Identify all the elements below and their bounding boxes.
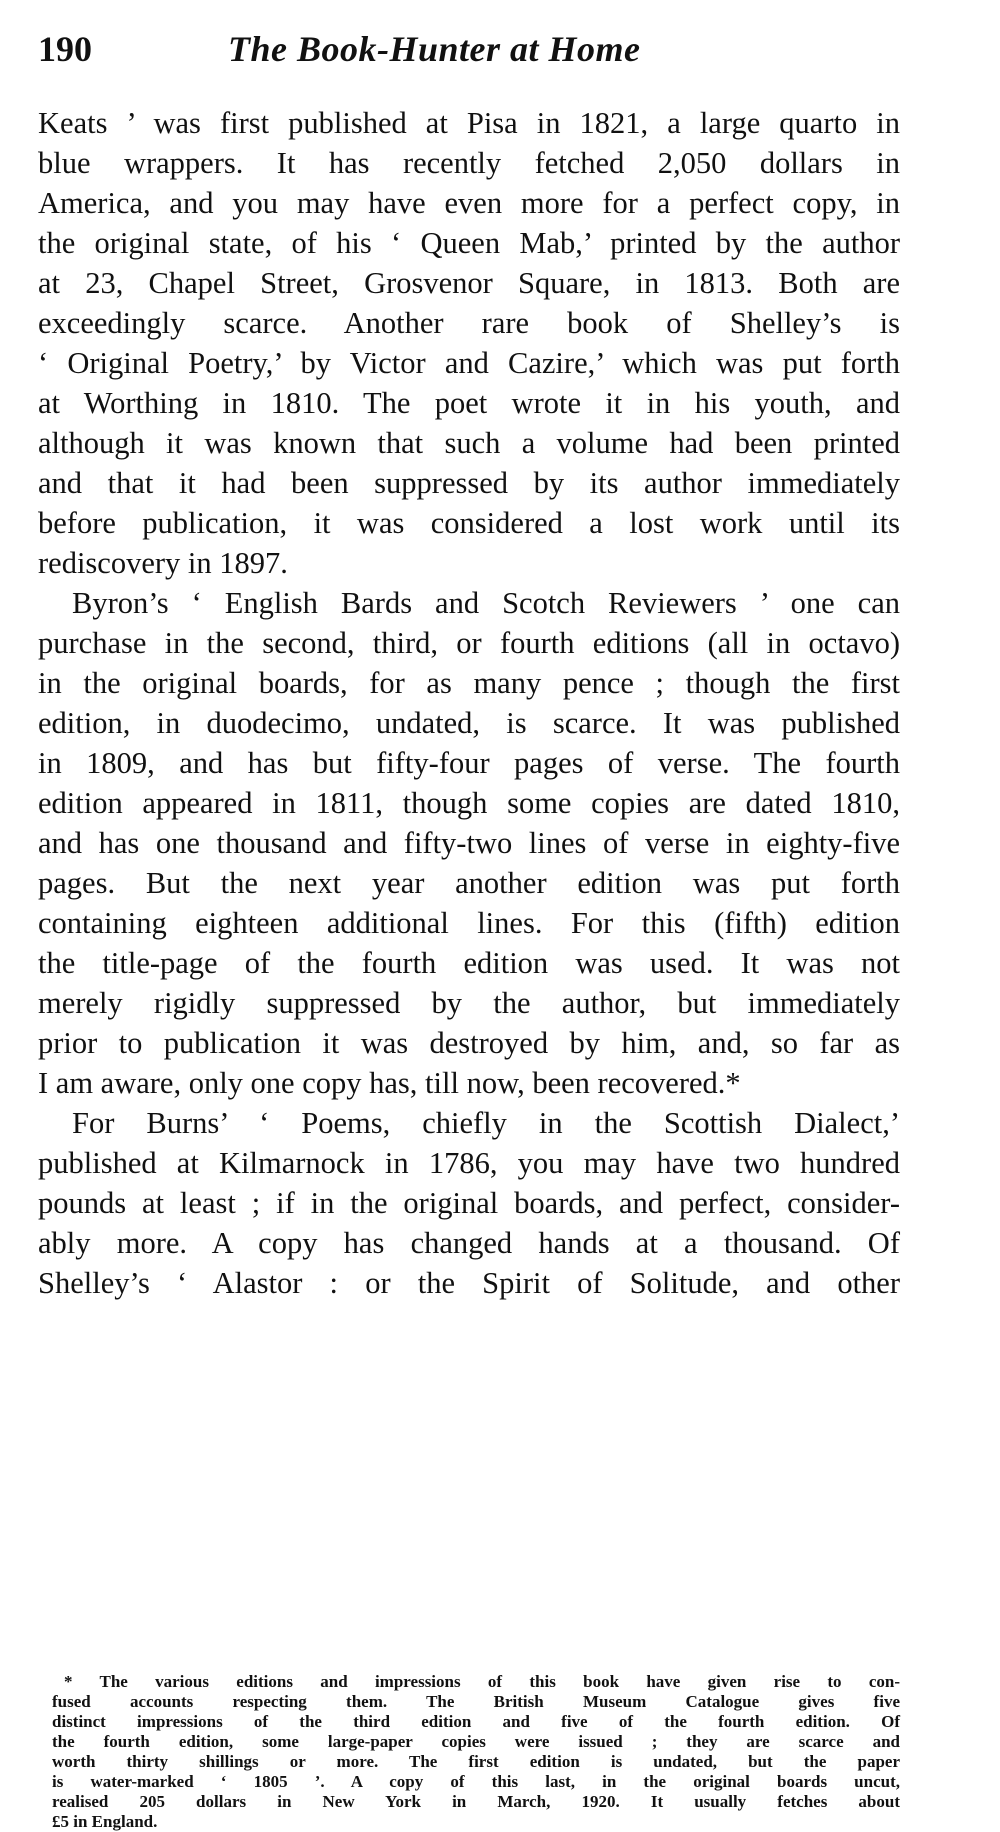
text-line: containing eighteen additional lines. For this (fifth) edition xyxy=(38,906,900,940)
text-line: America, and you may have even more for a perfect copy, in xyxy=(38,186,900,220)
text-line: at Worthing in 1810. The poet wrote it in his youth, and xyxy=(38,386,900,420)
running-head xyxy=(38,22,900,76)
text-line: although it was known that such a volume had been printed xyxy=(38,426,900,460)
text-line: in 1809, and has but fifty-four pages of verse. The fourth xyxy=(38,746,900,780)
footnote-line: * The various editions and impressions of this book have given rise to con- xyxy=(64,1672,900,1691)
text-line: published at Kilmarnock in 1786, you may have two hundred xyxy=(38,1146,900,1180)
text-line: Byron’s ‘ English Bards and Scotch Reviewers ’ one can xyxy=(72,586,900,620)
running-title: The Book-Hunter at Home xyxy=(228,29,641,69)
text-line: edition, in duodecimo, undated, is scarce. It was published xyxy=(38,706,900,740)
footnote-line: worth thirty shillings or more. The first edition is undated, but the paper xyxy=(52,1752,900,1771)
footnote-line: is water-marked ‘ 1805 ’. A copy of this last, in the original boards uncut, xyxy=(52,1772,900,1791)
text-line: I am aware, only one copy has, till now, been recovered.* xyxy=(38,1066,741,1100)
body-text xyxy=(38,103,900,1303)
text-line: merely rigidly suppressed by the author, but immediately xyxy=(38,986,900,1020)
text-line: edition appeared in 1811, though some copies are dated 1810, xyxy=(38,786,900,820)
footnote xyxy=(52,1672,900,1832)
text-line: ‘ Original Poetry,’ by Victor and Cazire,’ which was put forth xyxy=(38,346,900,380)
text-line: rediscovery in 1897. xyxy=(38,546,288,580)
page-number: 190 xyxy=(38,29,92,69)
text-line: exceedingly scarce. Another rare book of Shelley’s is xyxy=(38,306,900,340)
text-line: pounds at least ; if in the original boards, and perfect, consider- xyxy=(38,1186,900,1220)
text-line: Shelley’s ‘ Alastor : or the Spirit of Solitude, and other xyxy=(38,1266,900,1300)
text-line: the original state, of his ‘ Queen Mab,’ printed by the author xyxy=(38,226,900,260)
text-line: prior to publication it was destroyed by him, and, so far as xyxy=(38,1026,900,1060)
footnote-line: fused accounts respecting them. The British Museum Catalogue gives five xyxy=(52,1692,900,1711)
text-line: before publication, it was considered a lost work until its xyxy=(38,506,900,540)
text-line: ably more. A copy has changed hands at a thousand. Of xyxy=(38,1226,900,1260)
footnote-line: distinct impressions of the third edition and five of the fourth edition. Of xyxy=(52,1712,900,1731)
footnote-line: the fourth edition, some large-paper copies were issued ; they are scarce and xyxy=(52,1732,900,1751)
text-line: and has one thousand and fifty-two lines of verse in eighty-five xyxy=(38,826,900,860)
text-line: the title-page of the fourth edition was used. It was not xyxy=(38,946,900,980)
text-line: in the original boards, for as many pence ; though the first xyxy=(38,666,900,700)
text-line: and that it had been suppressed by its author immediately xyxy=(38,466,900,500)
text-line: at 23, Chapel Street, Grosvenor Square, in 1813. Both are xyxy=(38,266,900,300)
footnote-line: £5 in England. xyxy=(52,1812,158,1831)
text-line: For Burns’ ‘ Poems, chiefly in the Scottish Dialect,’ xyxy=(72,1106,900,1140)
text-line: Keats ’ was first published at Pisa in 1821, a large quarto in xyxy=(38,106,900,140)
footnote-line: realised 205 dollars in New York in March, 1920. It usually fetches about xyxy=(52,1792,900,1811)
text-line: pages. But the next year another edition was put forth xyxy=(38,866,900,900)
text-line: blue wrappers. It has recently fetched 2,050 dollars in xyxy=(38,146,900,180)
text-line: purchase in the second, third, or fourth editions (all in octavo) xyxy=(38,626,900,660)
